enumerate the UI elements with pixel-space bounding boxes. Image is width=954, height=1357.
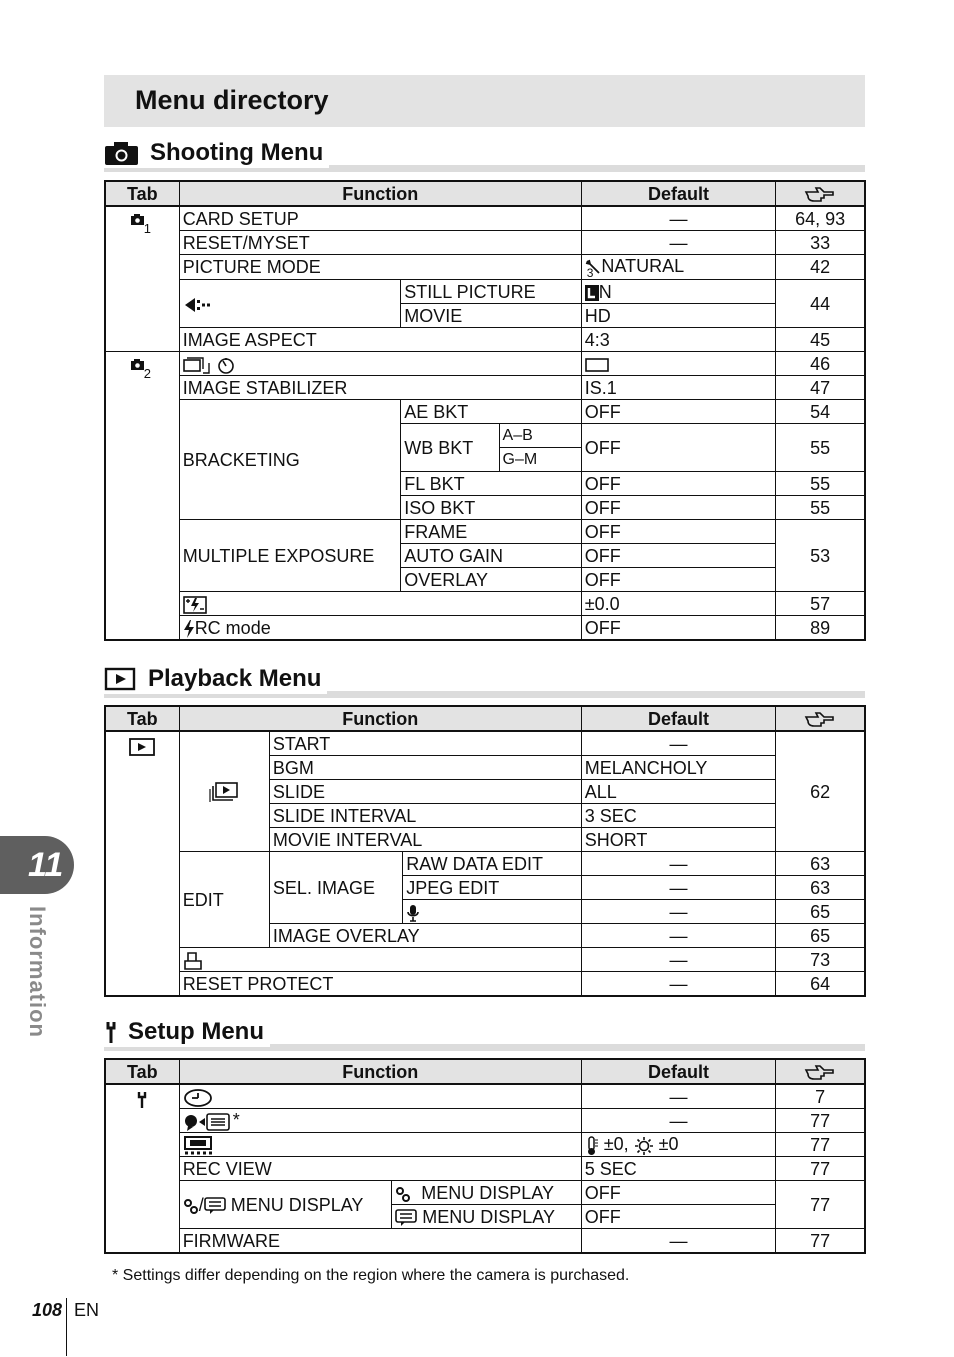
setup-menu-table: Tab Function Default — 7 * — 77 ±0, ±0 77 REC VIEW 5 SEC 77 / MENU DISPLAY MENU DISPLAY OFF 77 MENU DISPLAY OFF FIRMWARE — 77 [104, 1058, 866, 1254]
monitor-adjust [179, 1133, 581, 1157]
wb-bkt: WB BKT [401, 424, 499, 472]
jpeg-edit: JPEG EDIT [403, 876, 581, 900]
setup-menu-heading [104, 1017, 865, 1051]
shooting-menu-title: Shooting Menu [150, 139, 324, 166]
language: * [179, 1109, 581, 1133]
card-setup: CARD SETUP [179, 206, 581, 231]
setup-tab-icon [136, 1089, 148, 1109]
flash-icon [183, 618, 195, 638]
playback-menu-table: Tab Function Default START — 62 BGM MELANCHOLY SLIDE ALL SLIDE INTERVAL 3 SEC MOVIE INTERVAL SHORT EDIT SEL. IMAGE RAW DATA EDIT — 63 JPEG EDIT — 63 — 65 IMAGE OVERLAY — 65 — 73 RESET PROTECT — 64 [104, 705, 866, 997]
chapter-tab [0, 836, 74, 894]
firmware: FIRMWARE [179, 1229, 581, 1254]
page-ref-icon [776, 181, 865, 206]
drive-self-timer-icon [183, 353, 235, 373]
multiple-exposure: MULTIPLE EXPOSURE [179, 520, 401, 592]
playback-icon [104, 666, 138, 692]
iso-bkt: ISO BKT [401, 496, 581, 520]
shooting-tab-1: 1 [105, 206, 179, 352]
image-overlay: IMAGE OVERLAY [269, 924, 581, 948]
rc-mode: RC mode [179, 616, 581, 641]
speech-menu-icon [204, 1195, 226, 1215]
wrench-icon [104, 1020, 120, 1044]
chapter-number: 11 [28, 846, 64, 884]
image-quality-row [179, 280, 401, 328]
speech-menu-icon [395, 1207, 417, 1227]
still-picture: STILL PICTURE [401, 280, 581, 304]
function-header: Function [179, 181, 581, 206]
playback-tab-icon [129, 736, 155, 756]
gear-icon [395, 1183, 411, 1203]
camera-icon [104, 140, 140, 166]
bgm: BGM [269, 756, 581, 780]
voice-record [403, 900, 581, 924]
shooting-tab-2: 2 [105, 352, 179, 641]
image-aspect: IMAGE ASPECT [179, 328, 581, 352]
slide: SLIDE [269, 780, 581, 804]
frame: FRAME [401, 520, 581, 544]
setup-menu-title: Setup Menu [128, 1018, 264, 1045]
picture-mode: PICTURE MODE [179, 255, 581, 280]
slideshow-icon [209, 781, 239, 801]
gear-icon [183, 1195, 199, 1215]
sel-image: SEL. IMAGE [269, 852, 402, 924]
overlay: OVERLAY [401, 568, 581, 592]
clock-icon [183, 1086, 213, 1106]
language-icon [183, 1110, 233, 1130]
brightness-icon [634, 1134, 654, 1154]
slide-interval: SLIDE INTERVAL [269, 804, 581, 828]
movie: MOVIE [401, 304, 581, 328]
chapter-label: Information [25, 906, 50, 1038]
ae-bkt: AE BKT [401, 400, 581, 424]
microphone-icon [406, 902, 420, 922]
reset-myset: RESET/MYSET [179, 231, 581, 255]
slideshow-cell [179, 731, 269, 852]
auto-gain: AUTO GAIN [401, 544, 581, 568]
movie-interval: MOVIE INTERVAL [269, 828, 581, 852]
thermometer-icon [585, 1134, 599, 1154]
setup-tab [105, 1084, 179, 1253]
rec-view: REC VIEW [179, 1157, 581, 1181]
language-code: EN [74, 1300, 100, 1320]
edit: EDIT [179, 852, 269, 948]
start: START [269, 731, 581, 756]
print-icon [183, 949, 203, 969]
date-time [179, 1084, 581, 1109]
page-ref-icon [776, 706, 865, 731]
drive-mode [179, 352, 581, 376]
footnote: * Settings differ depending on the region where the camera is purchased. [112, 1267, 630, 1284]
title-bar [104, 75, 865, 127]
print-order [179, 948, 581, 972]
raw-data-edit: RAW DATA EDIT [403, 852, 581, 876]
large-size-icon [585, 282, 599, 302]
image-quality-icon [183, 293, 213, 313]
tab-header: Tab [105, 181, 179, 206]
wb-ab: A–B [499, 424, 581, 448]
image-stabilizer: IMAGE STABILIZER [179, 376, 581, 400]
playback-menu-title: Playback Menu [148, 665, 322, 692]
wb-gm: G–M [499, 448, 581, 472]
shooting-menu-heading [104, 138, 865, 172]
flash-compensation-icon [183, 594, 207, 614]
page-title: Menu directory [135, 85, 329, 115]
monitor-adjust-icon [183, 1134, 215, 1154]
playback-menu-heading [104, 664, 865, 698]
page-ref-icon [776, 1059, 865, 1084]
bracketing: BRACKETING [179, 400, 401, 520]
playback-tab [105, 731, 179, 996]
fl-bkt: FL BKT [401, 472, 581, 496]
single-frame-icon [585, 354, 609, 374]
reset-protect: RESET PROTECT [179, 972, 581, 997]
shooting-menu-table: Tab Function Default $_1$ CARD SETUP — 64, 93 RESET/MYSET — 33 PICTURE MODE $_3$ NATURAL 42 STILL PICTURE N 44 MOVIE HD IMAGE ASPECT 4:3 45 $_2$ 46 IMAGE STABILIZER IS.1 47 BRACKETING AE BKT OFF 54 WB BKT A–B OFF 55 G–M FL BKT OFF 55 ISO BKT OFF 55 MULTIPLE EXPOSURE FRAME OFF 53 AUTO GAIN OFF OVERLAY OFF ±0.0 57 RC mode OFF 89 [104, 180, 866, 641]
menu-display: / MENU DISPLAY [179, 1181, 392, 1229]
page-number: 108 EN [32, 1300, 62, 1321]
flash-compensation [179, 592, 581, 616]
default-header: Default [581, 181, 776, 206]
